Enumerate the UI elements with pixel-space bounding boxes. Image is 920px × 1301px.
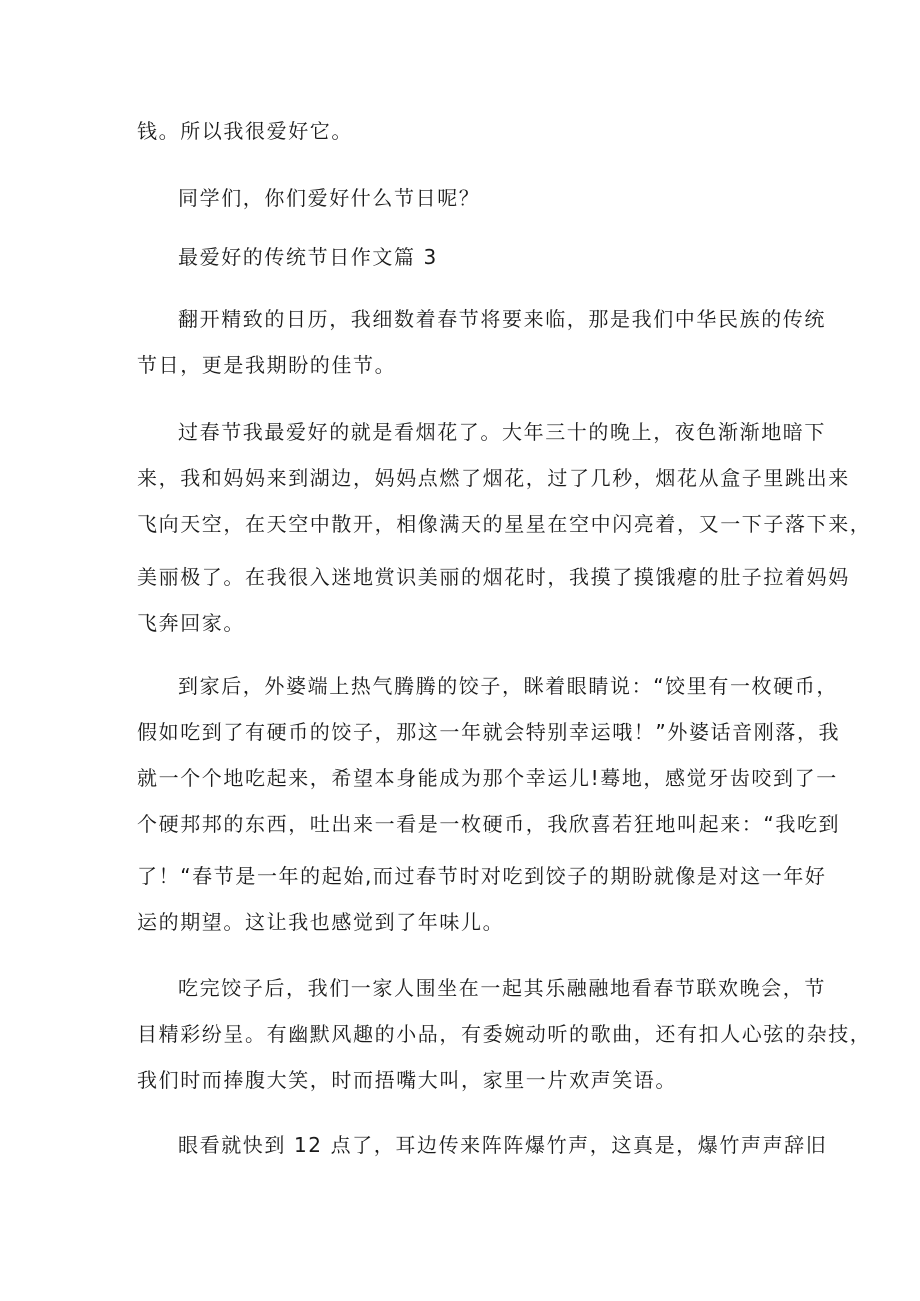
text-line: 了！“春节是一年的起始,而过春节时对吃到饺子的期盼就像是对这一年好 [137,864,827,888]
text-line: 美丽极了。在我很入迷地赏识美丽的烟花时，我摸了摸饿瘪的肚子拉着妈妈 [137,565,850,589]
text-line: 同学们，你们爱好什么节日呢？ [178,186,481,210]
text-line: 飞向天空，在天空中散开，相像满天的星星在空中闪亮着，又一下子落下来， [137,512,872,536]
text-line: 我们时而捧腹大笑，时而捂嘴大叫，家里一片欢声笑语。 [137,1068,677,1092]
text-line: 假如吃到了有硬币的饺子，那这一年就会特别幸运哦！”外婆话音刚落，我 [137,720,841,744]
text-line: 过春节我最爱好的就是看烟花了。大年三十的晚上，夜色渐渐地暗下 [178,420,826,444]
text-line: 运的期望。这让我也感觉到了年味儿。 [137,910,505,934]
text-line: 来，我和妈妈来到湖边，妈妈点燃了烟花，过了几秒，烟花从盒子里跳出来 [137,466,850,490]
text-line: 吃完饺子后，我们一家人围坐在一起其乐融融地看春节联欢晚会，节 [178,976,826,1000]
text-line: 节日，更是我期盼的佳节。 [137,353,397,377]
text-line: 钱。所以我很爱好它。 [137,119,353,143]
text-line: 目精彩纷呈。有幽默风趣的小品，有委婉动听的歌曲，还有扣人心弦的杂技， [137,1022,872,1046]
text-line: 飞奔回家。 [137,611,245,635]
text-line: 眼看就快到 12 点了，耳边传来阵阵爆竹声，这真是，爆竹声声辞旧 [178,1133,828,1157]
section-heading: 最爱好的传统节日作文篇 3 [178,245,438,269]
text-line: 就一个个地吃起来，希望本身能成为那个幸运儿!蓦地，感觉牙齿咬到了一 [137,766,838,790]
text-line: 翻开精致的日历，我细数着春节将要来临，那是我们中华民族的传统 [178,307,826,331]
text-line: 到家后，外婆端上热气腾腾的饺子，眯着眼睛说：“饺里有一枚硬币， [178,674,838,698]
text-line: 个硬邦邦的东西，吐出来一看是一枚硬币，我欣喜若狂地叫起来：“我吃到 [137,812,841,836]
